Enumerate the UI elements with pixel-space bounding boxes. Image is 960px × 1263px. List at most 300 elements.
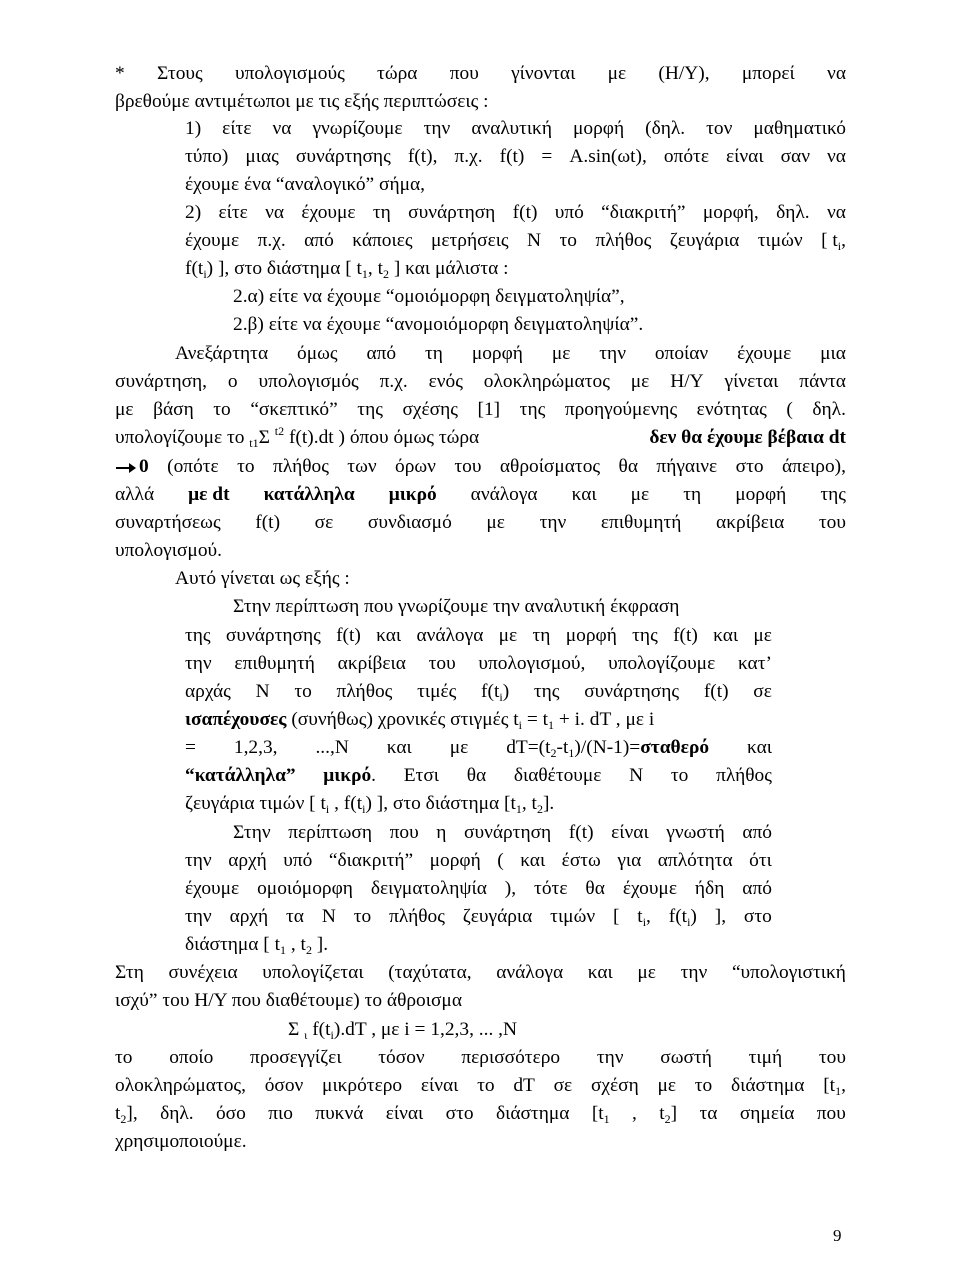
word: “κατάλληλα”: [185, 765, 296, 786]
bold-phrase: ισαπέχουσες: [185, 709, 287, 730]
line-text: έχουμε ένα “αναλογικό” σήμα,: [185, 174, 425, 195]
word: δηλ.: [776, 202, 810, 223]
page-number: 9: [833, 1226, 842, 1245]
text-line: [115, 453, 846, 481]
word: “σκεπτικό”: [250, 399, 338, 420]
text-line: [233, 283, 625, 311]
word: με: [449, 737, 469, 758]
text-line: [185, 143, 846, 171]
word: πλήθος: [336, 681, 393, 702]
word: τον: [706, 118, 733, 139]
word: άπειρο),: [782, 456, 846, 477]
word: f(t),: [407, 146, 438, 167]
word: αλλά: [115, 484, 155, 505]
word: προσεγγίζει: [250, 1047, 342, 1068]
word: είναι: [611, 822, 649, 843]
word: Η/Υ: [670, 371, 704, 392]
word: προηγούμενης: [564, 399, 678, 420]
word: απλότητα: [657, 850, 733, 871]
word: f(t): [499, 146, 525, 167]
text-line: [115, 1100, 846, 1128]
word: μπορεί: [741, 63, 795, 84]
text-line: [115, 959, 846, 987]
word: τα: [699, 1103, 718, 1124]
word: ολοκληρώματος,: [115, 1075, 246, 1096]
word: αρχή: [228, 850, 267, 871]
word: $f(t_i)$: [481, 681, 510, 704]
word: πλήθος: [595, 230, 652, 251]
word: Ν: [321, 906, 336, 927]
text-line: [185, 762, 772, 790]
word: με: [753, 625, 772, 646]
word: την: [423, 118, 451, 139]
word: για: [617, 850, 642, 871]
word: ήδη: [694, 878, 725, 899]
word: ανάλογα: [416, 625, 484, 646]
word: σημεία: [739, 1103, 795, 1124]
word: το: [237, 456, 255, 477]
word: τιμών: [757, 230, 803, 251]
text-line: [115, 537, 222, 565]
text-line: [115, 1128, 247, 1156]
word: [$t_1$: [591, 1103, 610, 1126]
word: [1]: [477, 399, 501, 420]
word: =: [541, 146, 553, 167]
word: τη: [532, 625, 551, 646]
word: από: [742, 822, 772, 843]
word: είναι: [726, 146, 764, 167]
word: είτε: [222, 118, 252, 139]
word: όσον: [264, 1075, 304, 1096]
word: “υπολογιστική: [731, 962, 846, 983]
word: τη: [372, 202, 391, 223]
text-line: [185, 903, 772, 931]
word: ανάλογα: [496, 962, 564, 983]
word: με: [607, 63, 627, 84]
word: το: [477, 1075, 495, 1096]
word: είναι: [385, 1103, 424, 1124]
word: κάποιες: [352, 230, 413, 251]
word: έχουμε: [185, 878, 240, 899]
word: την: [185, 850, 212, 871]
text-line: [185, 171, 425, 199]
word: το: [213, 399, 231, 420]
line-text: βρεθούμε αντιμέτωποι με τις εξής περιπτώσεις :: [115, 91, 489, 112]
word: να: [272, 118, 292, 139]
word: οποίο: [169, 1047, 214, 1068]
line-text: Στην περίπτωση που γνωρίζουμε την αναλυτική έκφραση: [233, 596, 680, 617]
word: ομοιόμορφη: [257, 878, 353, 899]
word: από: [366, 343, 397, 364]
word: του: [454, 456, 482, 477]
word: συνδιασμό: [367, 512, 452, 533]
word: A.sin(ωt),: [569, 146, 647, 167]
text-line: [175, 340, 846, 368]
text-line: [185, 227, 846, 255]
word: όσο: [215, 1103, 246, 1124]
word: f(t): [673, 625, 698, 646]
word: μικρότερο: [322, 1075, 403, 1096]
word: και: [587, 962, 613, 983]
word: και: [713, 625, 739, 646]
word: $f(t_i)$: [668, 906, 697, 929]
text-line: [115, 987, 462, 1015]
word: και: [746, 737, 772, 758]
word: σωστή: [660, 1047, 712, 1068]
word: =: [185, 737, 196, 758]
word: και: [571, 484, 597, 505]
word: σχέσης: [402, 399, 458, 420]
word: επιθυμητή: [600, 512, 682, 533]
word: με: [630, 484, 650, 505]
word: έστω: [561, 850, 601, 871]
word: ,: [632, 1103, 637, 1124]
word: μετρήσεις: [430, 230, 509, 251]
word: το: [559, 230, 577, 251]
word: είναι: [420, 1075, 459, 1096]
text-line: ζευγάρια τιμών [ $t_i$ , $f(t_i)$ ], στο διάστημα [$t_1$, $t_2$].: [185, 793, 555, 816]
word: αρχάς: [185, 681, 231, 702]
word: την: [185, 906, 212, 927]
word: [: [612, 906, 620, 927]
word: τιμή: [748, 1047, 783, 1068]
word: την: [539, 512, 567, 533]
line-segment: υπολογίζουμε το $_{t1}$Σ $^{t2}$ f(t).dt ) όπου όμως τώρα: [115, 424, 480, 450]
word: υπολογισμούς: [234, 63, 345, 84]
word: συνάρτηση: [464, 822, 552, 843]
text-line: [185, 678, 772, 706]
word: Ν: [629, 765, 644, 786]
word: (δηλ.: [645, 118, 686, 139]
word: $dT=(t_2-t_1)/(N-1)=\sigma\tau\alpha\theta\varepsilon\rho ό$: [506, 737, 710, 760]
word: ο: [227, 371, 238, 392]
word: μορφή: [573, 118, 625, 139]
word: του: [818, 1047, 846, 1068]
word: στο: [445, 1103, 474, 1124]
word: της: [632, 625, 658, 646]
word: με: [657, 1075, 677, 1096]
word: σαν: [780, 146, 810, 167]
word: οπότε: [663, 146, 709, 167]
text-line: [185, 650, 772, 678]
word: μορφή: [565, 625, 617, 646]
word: την: [185, 653, 212, 674]
word: συνάρτησης: [295, 146, 391, 167]
word: με: [115, 399, 134, 420]
word: όμως: [297, 343, 338, 364]
word: με: [637, 962, 656, 983]
word: που: [816, 1103, 846, 1124]
word: υπό: [554, 202, 584, 223]
word: τη: [425, 343, 443, 364]
word: f(t): [512, 202, 538, 223]
text-line: [115, 88, 489, 116]
word: μια: [820, 343, 846, 364]
word: να: [827, 63, 846, 84]
word: το: [670, 765, 689, 786]
word: από: [742, 878, 772, 899]
word: γίνονται: [511, 63, 576, 84]
line-text: χρησιμοποιούμε.: [115, 1131, 247, 1152]
line-text: 2.β) είτε να έχουμε “ανομοιόμορφη δειγματοληψία”.: [233, 314, 644, 335]
word: υπολογισμός: [258, 371, 359, 392]
word: πλήθος: [389, 906, 445, 927]
word: τύπο): [185, 146, 229, 167]
word: Στην: [233, 822, 271, 843]
text-line: [233, 819, 772, 847]
text-line: ισαπέχουσες (συνήθως) χρονικές στιγμές $t_i = t_1 + i$. dT , με i: [185, 709, 655, 732]
word: έχουμε: [622, 878, 677, 899]
word: 0: [115, 453, 149, 481]
word: αρχή: [229, 906, 269, 927]
word: συνάρτησης: [584, 681, 680, 702]
word: σε: [753, 681, 772, 702]
word: και: [376, 625, 402, 646]
word: έχουμε: [737, 343, 792, 364]
word: θα: [618, 456, 638, 477]
word: μορφή: [735, 484, 787, 505]
text-line: [115, 396, 846, 424]
text-line: [115, 424, 846, 452]
word: υπολογίζεται: [262, 962, 364, 983]
word: (: [497, 850, 504, 871]
word: ενός: [428, 371, 463, 392]
word: αθροίσματος: [499, 456, 601, 477]
word: $t_i$,: [637, 906, 651, 929]
word: και: [520, 850, 546, 871]
line-text: ισχύ” του Η/Υ που διαθέτουμε) το άθροισμα: [115, 990, 462, 1011]
word: από: [304, 230, 334, 251]
word: 1,2,3,: [233, 737, 278, 758]
line-text: 2.α) είτε να έχουμε “ομοιόμορφη δειγματοληψία”,: [233, 286, 625, 307]
word: πλήθος: [273, 456, 329, 477]
word: περισσότερο: [461, 1047, 561, 1068]
word: θα: [585, 878, 605, 899]
text-line: [185, 847, 772, 875]
text-line: [185, 875, 772, 903]
word: (οπότε: [167, 456, 219, 477]
word: την: [680, 962, 708, 983]
word: dT: [513, 1075, 535, 1096]
text-line: [115, 481, 846, 509]
word: με: [486, 512, 505, 533]
word: υπό: [283, 850, 313, 871]
word: που: [389, 822, 419, 843]
asterisk-marker: *: [115, 63, 125, 84]
word: συναρτήσεως: [115, 512, 221, 533]
word: μορφή: [429, 850, 481, 871]
word: αναλυτική: [471, 118, 552, 139]
word: μιας: [245, 146, 279, 167]
bold-phrase: κατάλληλα: [263, 484, 355, 505]
word: της: [185, 625, 211, 646]
word: Στους: [156, 63, 203, 84]
word: την: [596, 1047, 624, 1068]
word: πάντα: [799, 371, 846, 392]
word: πιο: [268, 1103, 293, 1124]
word: τιμές: [417, 681, 457, 702]
word: μαθηματικό: [753, 118, 846, 139]
word: $t_2$]: [659, 1103, 678, 1126]
word: f(t): [703, 681, 729, 702]
text-line: $f(t_i)$ ], στο διάστημα [ $t_1$, $t_2$ ] και μάλιστα :: [185, 258, 509, 281]
word: ζευγάρια: [669, 230, 740, 251]
word: Ετσι: [403, 765, 440, 786]
word: συνάρτηση: [408, 202, 496, 223]
word: βάση: [153, 399, 194, 420]
line-text: υπολογισμού.: [115, 540, 222, 561]
word: του: [818, 512, 846, 533]
word: ανάλογα: [470, 484, 538, 505]
word: “διακριτή”: [328, 850, 414, 871]
word: π.χ.: [379, 371, 408, 392]
word: να: [265, 202, 285, 223]
text-line: [185, 115, 846, 143]
word: στο: [735, 456, 764, 477]
word: διάστημα: [731, 1075, 805, 1096]
word: συνάρτηση,: [115, 371, 208, 392]
word: της: [357, 399, 383, 420]
word: τόσον: [378, 1047, 425, 1068]
word: συνέχεια: [168, 962, 238, 983]
word: 2): [185, 202, 202, 223]
bold-phrase: μικρό: [388, 484, 437, 505]
word: τα: [286, 906, 304, 927]
word: των: [347, 456, 377, 477]
word: Ν: [255, 681, 270, 702]
text-line: [115, 60, 846, 88]
word: “διακριτή”: [601, 202, 686, 223]
word: πήγαινε: [656, 456, 718, 477]
word: Ν: [527, 230, 542, 251]
word: να: [826, 202, 846, 223]
word: θα: [466, 765, 487, 786]
word: έχουμε: [185, 230, 240, 251]
bold-phrase: με dt: [188, 484, 230, 505]
word: με: [630, 371, 650, 392]
text-line: [115, 509, 846, 537]
word: περίπτωση: [288, 822, 372, 843]
word: δειγματοληψία: [370, 878, 487, 899]
word: ενότητας: [696, 399, 767, 420]
word: [ $t_i$,: [821, 230, 846, 253]
word: σε: [553, 1075, 573, 1096]
word: τότε: [534, 878, 568, 899]
word: κατ’: [737, 653, 772, 674]
word: τη: [683, 484, 702, 505]
word: πυκνά: [315, 1103, 364, 1124]
word: (Η/Υ),: [658, 63, 710, 84]
word: σχέση: [590, 1075, 639, 1096]
word: τώρα: [377, 63, 418, 84]
word: δηλ.: [160, 1103, 194, 1124]
word: του: [428, 653, 456, 674]
word: στο: [743, 906, 772, 927]
word: f(t): [255, 512, 281, 533]
word: οποίαν: [654, 343, 709, 364]
word: συνάρτησης: [225, 625, 321, 646]
word: ),: [504, 878, 517, 899]
word: το: [115, 1047, 133, 1068]
word: της: [820, 484, 846, 505]
word: υπολογίζουμε: [608, 653, 716, 674]
word: ακρίβεια: [337, 653, 406, 674]
word: ...,Ν: [315, 737, 349, 758]
word: με: [551, 343, 571, 364]
text-line: [233, 593, 679, 621]
word: είτε: [218, 202, 248, 223]
text-line: διάστημα [ $t_1$ , $t_2$ ].: [185, 934, 329, 957]
sum-formula: Σ $_\iota$ $f(t_i).dT$ , με i = 1,2,3, ... ,Ν: [288, 1019, 518, 1042]
word: γίνεται: [724, 371, 779, 392]
word: με: [498, 625, 518, 646]
word: μορφή,: [702, 202, 759, 223]
word: τιμών: [550, 906, 596, 927]
word: διάστημα: [495, 1103, 570, 1124]
word: ζευγάρια: [462, 906, 533, 927]
word: το: [294, 681, 312, 702]
word: π.χ.: [257, 230, 286, 251]
word: ],: [714, 906, 727, 927]
text-line: [115, 1072, 846, 1100]
word: ακρίβεια: [716, 512, 785, 533]
word: πλήθος: [716, 765, 772, 786]
word: μορφή: [471, 343, 523, 364]
word: $t_2$],: [115, 1103, 138, 1126]
word: [$t_1$,: [823, 1075, 846, 1098]
word: (ταχύτατα,: [388, 962, 472, 983]
word: ολοκληρώματος: [483, 371, 610, 392]
word: όρων: [395, 456, 436, 477]
line-text: Αυτό γίνεται ως εξής :: [175, 568, 350, 589]
text-line: [185, 622, 772, 650]
word: διαθέτουμε: [513, 765, 602, 786]
word: f(t): [568, 822, 594, 843]
word: το: [353, 906, 372, 927]
right-arrow-icon: [115, 462, 137, 474]
word: γνωρίζουμε: [312, 118, 403, 139]
text-line: [115, 1044, 846, 1072]
text-line: [185, 734, 772, 762]
text-line: [115, 368, 846, 396]
word: της: [533, 681, 560, 702]
word: να: [827, 146, 846, 167]
bold-phrase: δεν θα έχουμε βέβαια dt: [649, 427, 846, 448]
text-line: [175, 565, 350, 593]
word: επιθυμητή: [234, 653, 315, 674]
word: (: [786, 399, 793, 420]
word: που: [449, 63, 479, 84]
word: δηλ.: [812, 399, 846, 420]
word: 1): [185, 118, 202, 139]
text-line: [233, 311, 643, 339]
word: Στη: [115, 962, 144, 983]
text-line: [185, 199, 846, 227]
word: ότι: [749, 850, 772, 871]
word: την: [599, 343, 626, 364]
word: σε: [314, 512, 334, 533]
word: η: [436, 822, 447, 843]
word: έχουμε: [301, 202, 356, 223]
word: της: [519, 399, 546, 420]
word: υπολογισμού,: [478, 653, 586, 674]
word: γνωστή: [666, 822, 725, 843]
word: π.χ.: [454, 146, 483, 167]
word: f(t): [336, 625, 361, 646]
word: μικρό.: [323, 765, 376, 786]
word: το: [694, 1075, 713, 1096]
word: και: [386, 737, 412, 758]
